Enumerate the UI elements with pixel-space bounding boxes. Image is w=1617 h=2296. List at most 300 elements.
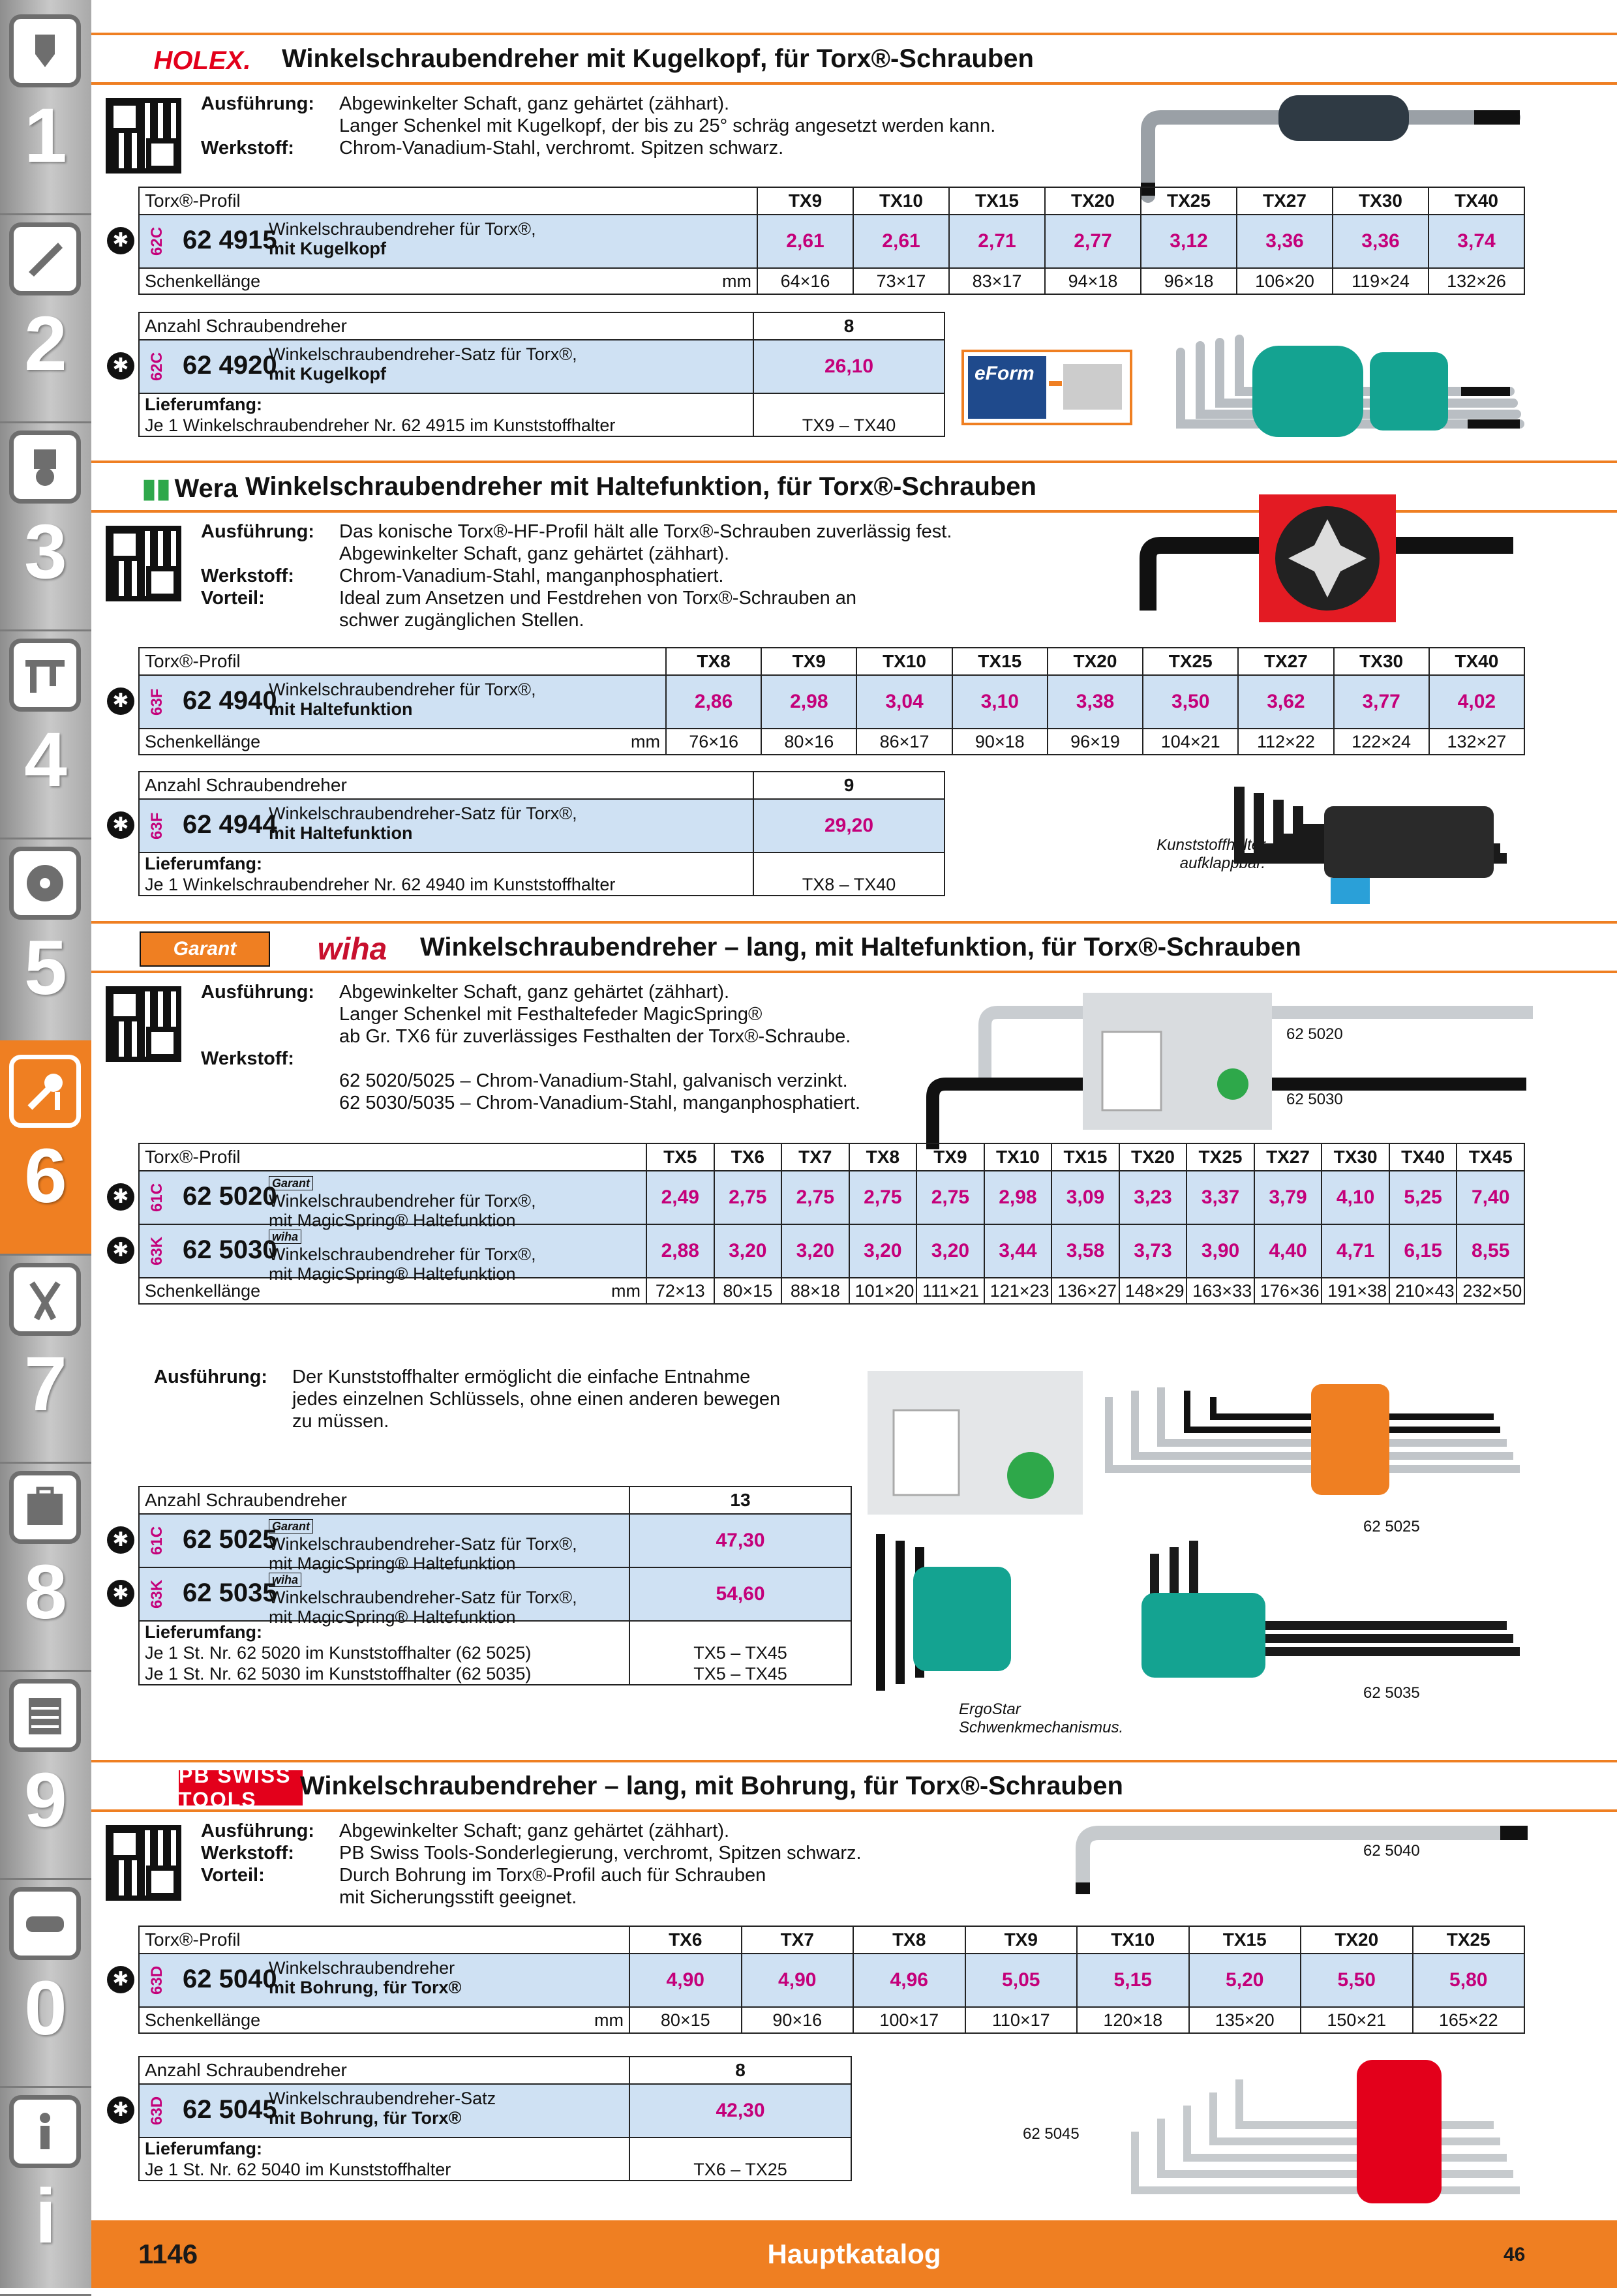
product-info [112,340,748,393]
header-row [139,648,1524,675]
table-row[interactable] [139,2084,851,2137]
product-name [269,1225,536,1284]
table-cell: TX40 [1389,1143,1457,1171]
group-code: 63F [148,688,166,716]
table-cell [139,1278,646,1304]
desc-text: Chrom-Vanadium-Stahl, verchromt. Spitzen schwarz. [339,138,784,159]
table-cell: TX30 [1333,187,1428,215]
section-wera [91,461,1617,911]
scope-text: Je 1 St. Nr. 62 5020 im Kunststoffhalter (62 5025) [145,1643,532,1663]
table-row[interactable] [139,1171,1524,1224]
desc-label: Ausführung: [154,1367,267,1387]
scope-row [139,2137,851,2181]
chapter-number: i [35,2173,57,2259]
table-cell: 2,98 [761,675,856,729]
torx-profile-icon: ✱ [107,687,134,715]
caption-line: Kunststoffhalter [1156,836,1265,854]
product-name [269,344,577,384]
table-cell: 176×36 [1254,1278,1322,1304]
product-name-line: mit Bohrung, für Torx® [269,2108,462,2128]
product-info [112,1171,641,1230]
table-cell: 3,50 [1143,675,1238,729]
unit-label: mm [722,271,751,291]
product-cell[interactable] [112,799,753,853]
product-label: 62 5045 [1023,2125,1080,2143]
table-cell: 2,61 [853,215,949,268]
table-cell: TX20 [1119,1143,1187,1171]
table-cell: 148×29 [1119,1278,1187,1304]
scope-row [139,853,945,896]
table-cell: TX8 [666,648,761,675]
price-table-62-5045 [112,2056,852,2181]
table-cell: TX45 [1457,1143,1524,1171]
table-cell: TX8 [853,1926,965,1954]
table-cell: 2,75 [916,1171,984,1224]
chapter-tab-3[interactable] [0,416,91,631]
table-cell: TX27 [1254,1143,1322,1171]
table-cell: 4,96 [853,1954,965,2007]
section-title: Winkelschraubendreher – lang, mit Haltefunktion, für Torx®-Schrauben [420,933,1301,961]
scope-text: Je 1 St. Nr. 62 5040 im Kunststoffhalter [145,2160,451,2179]
grinding-disc-icon [9,847,81,920]
group-code: 63K [148,1579,166,1609]
product-photo-set-holder [1200,774,1526,911]
table-cell: Torx®-Profil [139,648,666,675]
table-cell: TX9 [916,1143,984,1171]
desc-text: Ideal zum Ansetzen und Festdrehen von Torx®-Schrauben an [339,588,857,609]
desc-label: Ausführung: [201,93,314,114]
table-cell: 2,71 [949,215,1045,268]
table-cell: 3,90 [1186,1224,1254,1278]
table-cell [629,1621,851,1685]
torx-profile-icon: ✱ [107,227,134,254]
product-name-line: Winkelschraubendreher für Torx®, [269,680,536,699]
table-cell: TX15 [952,648,1048,675]
product-cell[interactable] [112,1954,629,2007]
brand-mini-logo: wiha [269,1573,301,1587]
article-number[interactable]: 62 5035 [183,1578,277,1607]
chapter-tab-2[interactable] [0,208,91,423]
table-cell: TX40 [1428,187,1524,215]
scope-text: Je 1 St. Nr. 62 5030 im Kunststoffhalter (62 5035) [145,1664,532,1684]
chapter-number: 0 [24,1965,67,2051]
desc-text: Chrom-Vanadium-Stahl, manganphosphatiert. [339,566,724,586]
table-cell: 5,05 [965,1954,1078,2007]
group-code: 63D [148,2096,166,2126]
article-number[interactable]: 62 5045 [183,2095,277,2124]
chapter-number: 7 [24,1341,67,1427]
table-cell: 80×15 [714,1278,782,1304]
table-cell: TX5 [646,1143,714,1171]
table-cell: TX10 [1077,1926,1189,1954]
desc-label: Werkstoff: [201,1048,294,1069]
table-row[interactable] [139,340,945,393]
page-footer [91,2220,1617,2288]
desc-label: Werkstoff: [201,1843,294,1864]
table-cell [139,729,666,755]
chapter-tab-9[interactable] [0,1665,91,1880]
table-row[interactable] [139,215,1524,268]
desc-text: Abgewinkelter Schaft, ganz gehärtet (zähhart). [339,982,730,1003]
product-label: 62 5020 [1286,1025,1343,1043]
header-row [139,312,945,340]
table-cell: 101×20 [849,1278,917,1304]
length-label: Schenkellänge [145,1280,261,1301]
table-cell: 8 [629,2057,851,2084]
table-cell: 80×15 [629,2007,742,2033]
table-cell: 100×17 [853,2007,965,2033]
table-cell: TX27 [1238,648,1333,675]
drill-bit-icon [9,14,81,87]
caption-line: Schwenkmechanismus. [959,1719,1124,1736]
table-cell: 3,20 [916,1224,984,1278]
torx-profile-icon: ✱ [107,1580,134,1607]
table-cell: 5,25 [1389,1171,1457,1224]
table-cell: 121×23 [984,1278,1052,1304]
table-cell: 76×16 [666,729,761,755]
header-row [139,1143,1524,1171]
length-row [139,268,1524,294]
product-photo-magicspring-detail [868,1371,1083,1515]
table-cell: 3,77 [1334,675,1429,729]
chapter-tab-4[interactable] [0,624,91,839]
table-cell: 3,38 [1048,675,1143,729]
sheet-number: 46 [1504,2244,1526,2265]
article-number[interactable]: 62 5040 [183,1965,277,1993]
price-table-62-4920 [112,312,945,437]
table-cell: 3,74 [1428,215,1524,268]
chapter-number: 9 [24,1757,67,1843]
product-cell[interactable] [112,1514,629,1573]
chapter-tab-6[interactable] [0,1040,91,1256]
table-cell: TX27 [1237,187,1333,215]
cutting-insert-icon [9,222,81,295]
table-cell: 64×16 [757,268,853,294]
product-photo-long-screwdrivers [887,993,1539,1149]
table-cell: 86×17 [856,729,952,755]
section-holex [91,33,1617,450]
product-cell[interactable] [112,340,753,393]
length-row [139,729,1524,755]
product-info [112,1954,624,2006]
chapter-tab-11[interactable] [0,2081,91,2296]
torx-profile-icon: ✱ [107,811,134,839]
table-cell: 2,98 [984,1171,1052,1224]
table-cell: 6,15 [1389,1224,1457,1278]
desc-text: 62 5030/5035 – Chrom-Vanadium-Stahl, manganphosphatiert. [339,1093,861,1113]
table-cell: 165×22 [1413,2007,1525,2033]
article-number[interactable]: 62 5030 [183,1235,277,1264]
pliers-icon [9,1263,81,1336]
product-photo-set-holder [1155,326,1533,450]
table-cell: TX7 [742,1926,854,1954]
desc-label: Werkstoff: [201,566,294,586]
group-code: 62C [148,352,166,382]
group-code: 63F [148,812,166,839]
product-name-line: Winkelschraubendreher für Torx®, [269,1191,536,1211]
article-number[interactable]: 62 4940 [183,686,277,715]
product-photo-screwdriver [985,1822,1533,1901]
table-cell: TX15 [1189,1926,1301,1954]
table-cell: Anzahl Schraubendreher [139,772,753,799]
product-name-line: mit MagicSpring® Haltefunktion [269,1607,516,1627]
product-label: 62 5025 [1363,1518,1420,1535]
table-cell: 3,62 [1238,675,1333,729]
group-code: 63D [148,1965,166,1995]
table-cell: 96×18 [1141,268,1237,294]
table-cell: 3,04 [856,675,952,729]
desc-text: Abgewinkelter Schaft, ganz gehärtet (zähhart). [339,93,730,114]
qr-code[interactable] [106,526,181,601]
product-info [112,1515,624,1573]
wera-logo [134,471,245,506]
table-cell [629,2137,851,2181]
price-table-62-5025-5035 [112,1486,852,1685]
product-name-line: Winkelschraubendreher-Satz für Torx®, [269,804,577,823]
desc-text: ab Gr. TX6 für zuverlässiges Festhalten der Torx®-Schraube. [339,1026,851,1047]
catalog-name: Hauptkatalog [767,2239,941,2269]
table-cell: TX25 [1413,1926,1525,1954]
product-cell[interactable] [112,675,666,729]
eform-badge[interactable] [959,338,1135,429]
table-cell: TX10 [853,187,949,215]
section-pb-swiss [91,1760,1617,2216]
chapter-number: 1 [24,93,67,179]
desc-text: 62 5020/5025 – Chrom-Vanadium-Stahl, galvanisch verzinkt. [339,1070,848,1091]
chapter-tab-1[interactable] [0,0,91,215]
table-cell: 13 [629,1487,851,1514]
table-row[interactable] [139,799,945,853]
desc-text: jedes einzelnen Schlüssels, ohne einen anderen bewegen [292,1389,781,1410]
product-name-line: Winkelschraubendreher [269,1958,455,1978]
group-code: 61C [148,1183,166,1213]
scope-range: TX5 – TX45 [693,1643,787,1663]
product-name-line: Winkelschraubendreher für Torx®, [269,1245,536,1264]
table-cell: TX20 [1045,187,1141,215]
table-cell: 3,79 [1254,1171,1322,1224]
torx-profile-icon: ✱ [107,2096,134,2124]
product-photo-set-62-5035 [868,1528,1533,1710]
header-row [139,772,945,799]
article-number[interactable]: 62 4944 [183,810,277,839]
section-header [91,1760,1617,1812]
table-cell [139,853,753,896]
chapter-tab-10[interactable] [0,1873,91,2088]
table-cell: 7,40 [1457,1171,1524,1224]
table-cell: 4,90 [629,1954,742,2007]
torx-profile-icon: ✱ [107,1966,134,1993]
product-name-line: mit Bohrung, für Torx® [269,1978,462,1997]
product-name [269,1515,577,1573]
product-info [112,1568,624,1627]
table-cell: 94×18 [1045,268,1141,294]
wera-mark-icon: ▮▮ [142,474,171,503]
table-cell: 4,10 [1322,1171,1389,1224]
table-cell: 2,75 [849,1171,917,1224]
table-cell: 3,36 [1237,215,1333,268]
table-cell [139,393,753,436]
table-cell: TX10 [984,1143,1052,1171]
product-cell[interactable] [112,1567,629,1627]
table-cell: 4,90 [742,1954,854,2007]
table-cell: 80×16 [761,729,856,755]
section-title: Winkelschraubendreher mit Kugelkopf, für Torx®-Schrauben [282,44,1034,73]
table-cell: TX25 [1186,1143,1254,1171]
unit-label: mm [594,2010,624,2030]
scope-label: Lieferumfang: [145,2139,263,2158]
article-number[interactable]: 62 4915 [183,226,277,254]
torx-profile-icon: ✱ [107,352,134,380]
table-cell: 26,10 [753,340,945,393]
table-cell: 3,20 [849,1224,917,1278]
table-cell: 112×22 [1238,729,1333,755]
product-photo-set-holder [1109,2047,1533,2210]
header-row [139,1487,851,1514]
product-photo-screwdriver [1122,493,1526,624]
scope-text: Je 1 Winkelschraubendreher Nr. 62 4940 im Kunststoffhalter [145,875,616,894]
table-cell: TX30 [1334,648,1429,675]
desc-text: schwer zugänglichen Stellen. [339,610,584,631]
table-cell: 135×20 [1189,2007,1301,2033]
table-cell: Torx®-Profil [139,187,757,215]
product-name [269,219,536,258]
table-cell: 3,37 [1186,1171,1254,1224]
table-cell: 3,10 [952,675,1048,729]
table-cell: 2,77 [1045,215,1141,268]
table-cell: 83×17 [949,268,1045,294]
table-cell: TX30 [1322,1143,1389,1171]
article-number[interactable]: 62 5025 [183,1525,277,1554]
pb-swiss-tools-logo: PB SWISS TOOLS [179,1770,303,1805]
table-cell: 3,73 [1119,1224,1187,1278]
price-table-62-4944 [112,771,945,896]
price-table-62-4940 [112,647,1525,755]
price-table-62-5020-5030 [112,1143,1525,1305]
table-cell: Anzahl Schraubendreher [139,2057,629,2084]
table-cell: 110×17 [965,2007,1078,2033]
table-cell: 106×20 [1237,268,1333,294]
table-row[interactable] [139,675,1524,729]
price-table-62-4915 [112,187,1525,295]
product-cell[interactable] [112,1171,646,1230]
product-name-line: mit MagicSpring® Haltefunktion [269,1211,516,1230]
tool-case-icon [9,1471,81,1544]
scope-text: Je 1 Winkelschraubendreher Nr. 62 4915 im Kunststoffhalter [145,415,616,435]
product-name-line: Winkelschraubendreher-Satz für Torx®, [269,344,577,364]
section-garant-wiha [91,921,1617,1749]
product-info [112,1225,641,1284]
chapter-number: 5 [24,925,67,1011]
group-code: 61C [148,1526,166,1556]
article-number[interactable]: 62 5020 [183,1182,277,1211]
table-cell: 2,88 [646,1224,714,1278]
desc-label: Ausführung: [201,1820,314,1841]
table-row[interactable] [139,1514,851,1567]
section-header [91,921,1617,973]
chapter-number: 3 [24,509,67,595]
table-cell [139,2137,629,2181]
table-row[interactable] [139,1954,1524,2007]
desc-text: Der Kunststoffhalter ermöglicht die einfache Entnahme [292,1367,751,1387]
chapter-sidebar [0,0,91,2288]
length-label: Schenkellänge [145,271,261,291]
table-cell: 29,20 [753,799,945,853]
table-row[interactable] [139,1224,1524,1278]
table-cell: 2,75 [781,1171,849,1224]
product-name-line: Winkelschraubendreher-Satz für Torx®, [269,1534,577,1554]
table-cell: 3,20 [714,1224,782,1278]
table-cell: 88×18 [781,1278,849,1304]
table-cell: 150×21 [1301,2007,1413,2033]
qr-code[interactable] [106,98,181,174]
table-cell: 3,09 [1051,1171,1119,1224]
price-table-62-5040 [112,1926,1525,2034]
scope-range: TX6 – TX25 [693,2160,787,2179]
chapter-tab-7[interactable] [0,1248,91,1464]
desc-label: Werkstoff: [201,138,294,159]
product-cell[interactable] [112,2084,629,2137]
table-cell: 232×50 [1457,1278,1524,1304]
desc-text: Das konische Torx®-HF-Profil hält alle Torx®-Schrauben zuverlässig fest. [339,521,952,542]
qr-code[interactable] [106,1825,181,1901]
table-cell: Anzahl Schraubendreher [139,1487,629,1514]
table-cell: TX10 [856,648,952,675]
table-cell: TX9 [757,187,853,215]
table-cell: TX15 [1051,1143,1119,1171]
qr-code[interactable] [106,986,181,1062]
product-name-line: mit Kugelkopf [269,364,386,384]
table-cell: 4,02 [1429,675,1524,729]
table-cell: 72×13 [646,1278,714,1304]
table-cell [753,853,945,896]
table-cell: TX20 [1301,1926,1413,1954]
table-cell: TX8 [849,1143,917,1171]
product-cell[interactable] [112,215,757,268]
table-cell: 9 [753,772,945,799]
product-cell[interactable] [112,1224,646,1284]
table-cell: 3,12 [1141,215,1237,268]
table-cell: Torx®-Profil [139,1926,629,1954]
product-name-line: mit MagicSpring® Haltefunktion [269,1554,516,1573]
table-cell: 2,49 [646,1171,714,1224]
table-cell: 132×27 [1429,729,1524,755]
length-label: Schenkellänge [145,731,261,751]
wera-brand: Wera [174,474,238,503]
chapter-tab-8[interactable] [0,1457,91,1672]
article-number[interactable]: 62 4920 [183,351,277,380]
scope-range: TX8 – TX40 [802,875,896,894]
section-title: Winkelschraubendreher mit Haltefunktion, für Torx®-Schrauben [245,472,1036,501]
product-name-line: mit Haltefunktion [269,699,413,719]
table-cell: 5,50 [1301,1954,1413,2007]
product-name-line: mit Kugelkopf [269,239,386,258]
table-cell: 4,71 [1322,1224,1389,1278]
table-cell: 111×21 [916,1278,984,1304]
table-cell: TX6 [629,1926,742,1954]
table-cell: 120×18 [1077,2007,1189,2033]
table-cell: 104×21 [1143,729,1238,755]
product-name-line: mit Haltefunktion [269,823,413,843]
table-cell: 90×18 [952,729,1048,755]
section-title: Winkelschraubendreher – lang, mit Bohrung, für Torx®-Schrauben [300,1772,1123,1800]
desc-label: Vorteil: [201,588,265,609]
chapter-tab-5[interactable] [0,832,91,1048]
desc-text: Langer Schenkel mit Kugelkopf, der bis zu 25° schräg angesetzt werden kann. [339,115,996,136]
table-cell: 73×17 [853,268,949,294]
table-cell: 8,55 [1457,1224,1524,1278]
table-row[interactable] [139,1567,851,1621]
table-cell: 2,86 [666,675,761,729]
